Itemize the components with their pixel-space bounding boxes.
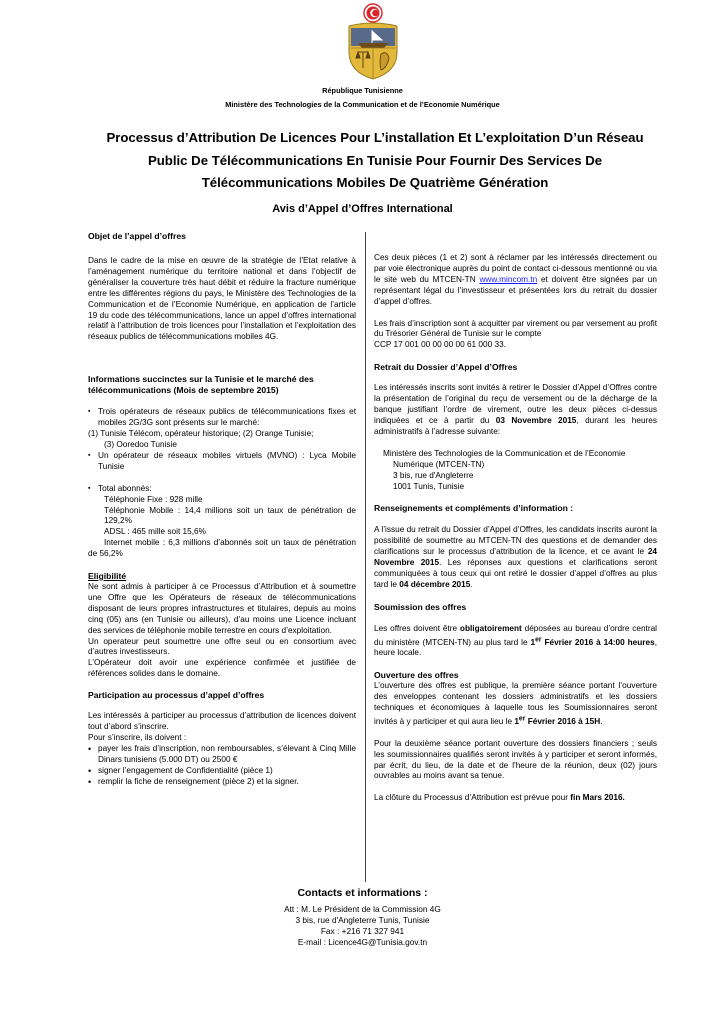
deadline-day: 1 bbox=[530, 637, 536, 647]
participation-list bbox=[88, 744, 356, 788]
right-column bbox=[374, 253, 657, 804]
infos-list bbox=[88, 407, 356, 560]
renseignements-text-b: . Les réponses aux questions et clarifications seront communiquées à tous ceux qui ont retiré le dossier d’appel d’offres au plus tard le bbox=[374, 558, 657, 589]
stat-internet: Internet mobile : 6,3 millions d’abonnés soit un taux de pénétration de 56,2% bbox=[88, 538, 356, 559]
ouverture-text-b: . bbox=[600, 716, 603, 726]
soumission-heading: Soumission des offres bbox=[374, 601, 467, 612]
ccp-account: CCP 17 001 00 00 00 00 61 000 33. bbox=[374, 340, 506, 350]
participation-heading: Participation au processus d’appel d’offres bbox=[88, 690, 265, 701]
contact-email[interactable]: E-mail : Licence4G@Tunisia.gov.tn bbox=[297, 937, 428, 947]
renseignements-heading: Renseignements et compléments d’information : bbox=[374, 503, 574, 514]
list-item: • signer l’engagement de Confidentialité (pièce 1) bbox=[88, 766, 356, 777]
objet-heading: Objet de l’appel d’offres bbox=[88, 231, 186, 241]
address-line: Ministère des Technologies de la Communication et de l’Economie bbox=[383, 448, 626, 458]
coat-of-arms-emblem bbox=[341, 2, 405, 80]
objet-text: Dans le cadre de la mise en œuvre de la stratégie de l’Etat relative à l’aménagement numérique du territoire national et dans l’objectif de généraliser la couverture très haut débit et réduire la fracture numérique entre les différentes régions du pays, le Ministère des Technologies de la Communication et de l’Economie Numérique, en application de l’article 19 du code des télécommunications, lance un appel d’offres international relatif à l’attribution de trois licences pour l’installation et l’exploitation des réseaux publics de télécommunications mobiles 4G. bbox=[88, 256, 356, 342]
spacer bbox=[88, 473, 356, 484]
retrait-text bbox=[374, 383, 657, 438]
soumission-text-c: , heure locale. bbox=[374, 637, 657, 658]
cloture-text bbox=[374, 793, 657, 804]
ouverture-text-2: Pour la deuxième séance portant ouverture des dossiers financiers ; seuls les soumissionnaires qualifiés seront invités à y participer et seront informés, par écrit, du lieu, de la date et de l'heure de la réunion, deux (02) jours ouvrables au moins avant sa tenue. bbox=[374, 738, 657, 781]
retrait-text-b: , durant les heures administratifs à l’adresse suivante: bbox=[374, 415, 657, 436]
ministry-address bbox=[374, 449, 657, 493]
list-item: ▪ Trois opérateurs de réseaux publics de télécommunications fixes et mobiles 2G/3G sont présents sur le marché: bbox=[88, 407, 356, 429]
soumission-text-b: déposées au bureau d’ordre central du ministère (MTCEN-TN) au plus tard le bbox=[374, 623, 657, 647]
list-item: ▪ Un opérateur de réseaux mobiles virtuels (MVNO) : Lyca Mobile Tunisie bbox=[88, 451, 356, 473]
list-item: • remplir la fiche de renseignement (pièce 2) et la signer. bbox=[88, 777, 356, 788]
pieces-text-b: et doivent être signées par un représentant légal du l’investisseur et présentées lors du retrait du dossier d’appel d’offres. bbox=[374, 274, 657, 306]
renseignements-text bbox=[374, 525, 657, 590]
opening-date bbox=[514, 715, 603, 726]
address-line: 1001 Tunis, Tunisie bbox=[393, 481, 465, 491]
stat-adsl: ADSL : 465 mille soit 15,6% bbox=[104, 527, 206, 537]
cloture-text-a: La clôture du Processus d’Attribution est prévue pour bbox=[374, 793, 568, 803]
questions-deadline: 24 Novembre 2015 bbox=[374, 547, 657, 568]
list-item: ▪ Total abonnés: bbox=[88, 484, 356, 495]
eligibilite-heading: Eligibilité bbox=[88, 571, 127, 582]
contact-attention: Att : M. Le Président de la Commission 4G bbox=[284, 904, 441, 914]
address-line: Numérique (MTCEN-TN) bbox=[393, 459, 485, 469]
infos-heading: Informations succinctes sur la Tunisie et le marché des télécommunications (Mois de septembre 2015) bbox=[88, 374, 314, 396]
retrait-date: 03 Novembre 2015 bbox=[495, 415, 577, 425]
participation-text-2: Pour s’inscrire, ils doivent : bbox=[88, 733, 187, 742]
title-line-1: Processus d’Attribution De Licences Pour L’installation Et L’exploitation D’un Réseau bbox=[106, 130, 644, 145]
retrait-text-a: Les intéressés inscrits sont invités à retirer le Dossier d’Appel d’Offres contre la présentation de l’original du reçu de versement ou de la décharge de la banque justifiant l’ordre de virement, outre les deux pièces ci-dessus indiquées et ce à partir du bbox=[374, 383, 657, 425]
contact-address: 3 bis, rue d'Angleterre Tunis, Tunisie bbox=[295, 915, 430, 925]
ouverture-heading: Ouverture des offres bbox=[374, 670, 459, 681]
renseignements-text-c: . bbox=[470, 579, 473, 589]
opening-ordinal: er bbox=[518, 715, 526, 723]
retrait-heading: Retrait du Dossier d’Appel d’Offres bbox=[374, 362, 518, 373]
cloture-date: fin Mars 2016. bbox=[570, 793, 625, 803]
column-divider bbox=[365, 232, 366, 882]
contacts-block bbox=[0, 886, 725, 948]
address-line: 3 bis, rue d'Angleterre bbox=[393, 470, 474, 480]
document-subtitle: Avis d’Appel d’Offres International bbox=[272, 203, 453, 215]
stat-mobile: Téléphonie Mobile : 14,4 millions soit un taux de pénétration de 129,2% bbox=[104, 505, 356, 526]
contact-fax: Fax : +216 71 327 941 bbox=[320, 926, 405, 936]
republic-label: République Tunisienne bbox=[322, 86, 403, 95]
frais-text: Les frais d’inscription sont à acquitter par virement ou par versement au profit du Trésorier Général de Tunisie sur le compte bbox=[374, 318, 657, 339]
eligibilite-text-3: L’Opérateur doit avoir une expérience confirmée et justifiée de références solides dans le domaine. bbox=[88, 658, 356, 679]
soumission-text-a: Les offres doivent être bbox=[374, 623, 458, 633]
deadline-date: Février 2016 à 14:00 heures bbox=[544, 637, 655, 647]
opening-date-text: Février 2016 à 15H bbox=[527, 716, 601, 726]
document-title bbox=[60, 127, 690, 195]
renseignements-text-a: A l’issue du retrait du Dossier d’Appel d’Offres, les candidats inscrits auront la possibilité de soumettre au MTCEN-TN des questions et de demander des clarifications sur le processus d’attribution de la licence, et ce avant le bbox=[374, 525, 657, 557]
stat-fixe: Téléphonie Fixe : 928 mille bbox=[104, 494, 203, 504]
eligibilite-text-1: Ne sont admis à participer à ce Processus d’Attribution et à soumettre une Offre que les Opérateurs de réseaux de télécommunications disposant de leurs propres infrastructures et titulaires, depuis au moins cinq (05) ans (en Tunisie ou ailleurs), d’au moins une Licence incluant des services de téléphonie mobile terrestre en cours d’exploitation. bbox=[88, 582, 356, 635]
mincom-link[interactable]: www.mincom.tn bbox=[479, 274, 538, 284]
list-item: (1) Tunisie Télécom, opérateur historique; (2) Orange Tunisie; bbox=[88, 429, 314, 439]
ministry-label: Ministère des Technologies de la Communication et de l’Economie Numérique bbox=[225, 100, 500, 109]
soumission-text bbox=[374, 624, 657, 659]
submission-deadline bbox=[530, 635, 655, 647]
eligibilite-text-2: Un operateur peut soumettre une offre seul ou en consortium avec d’autres investisseurs. bbox=[88, 636, 356, 657]
pieces-text bbox=[374, 253, 657, 308]
answers-deadline: 04 décembre 2015 bbox=[399, 579, 471, 589]
ouverture-text-a: L’ouverture des offres est publique, la première séance portant l’ouverture des enveloppes contenant les dossiers administratifs et les dossiers techniques et économiques à laquelle tous les Soumissionnaires seront invités à y participer et qui aura lieu le bbox=[374, 681, 657, 726]
deadline-ordinal: er bbox=[535, 635, 542, 643]
ouverture-text-1 bbox=[374, 681, 657, 727]
title-line-3: Télécommunications Mobiles De Quatrième Génération bbox=[201, 175, 549, 190]
opening-day: 1 bbox=[514, 716, 519, 726]
left-column bbox=[88, 231, 356, 788]
obligatoirement-word: obligatoirement bbox=[459, 623, 522, 633]
list-item: • payer les frais d’inscription, non remboursables, s’élevant à Cinq Mille Dinars tunisiens (5.000 DT) ou 2500 € bbox=[88, 744, 356, 766]
pieces-text-a: Ces deux pièces (1 et 2) sont à réclamer par les intéressés directement ou par voie électronique auprès du point de contact ci-dessous mentionné ou via le site web du MTCEN-TN bbox=[374, 253, 657, 284]
title-line-2: Public De Télécommunications En Tunisie Pour Fournir Des Services De bbox=[147, 152, 603, 168]
list-item: (3) Ooredoo Tunisie bbox=[104, 439, 177, 449]
contacts-heading: Contacts et informations : bbox=[297, 887, 428, 899]
participation-text-1: Les intéressés à participer au processus d’attribution de licences doivent tout d’abord s’inscrire. bbox=[88, 711, 356, 732]
